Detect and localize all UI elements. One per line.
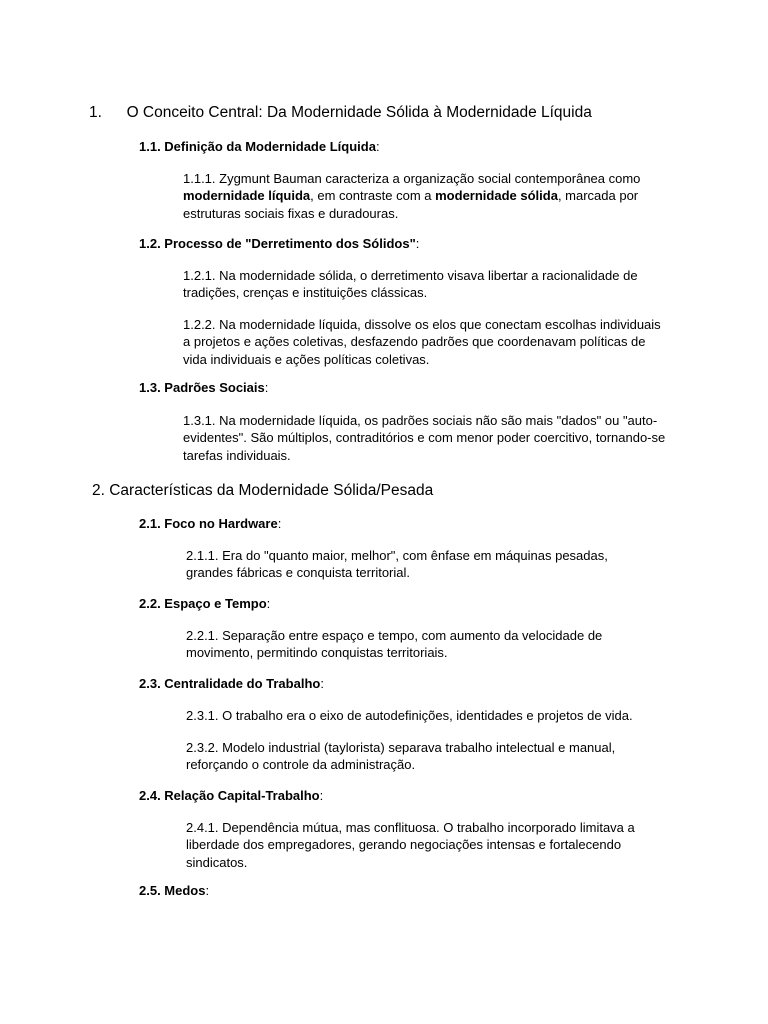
paragraph-2-1-1: 2.1.1. Era do "quanto maior, melhor", com ênfase em máquinas pesadas, grandes fábricas e conquista territorial. — [186, 548, 608, 581]
subsection-1-3-heading: 1.3. Padrões Sociais: — [139, 380, 269, 395]
paragraph-1-2-1: 1.2.1. Na modernidade sólida, o derretimento visava libertar a racionalidade de tradições, crenças e instituições clássicas. — [183, 268, 638, 301]
paragraph-2-3-1: 2.3.1. O trabalho era o eixo de autodefinições, identidades e projetos de vida. — [186, 708, 633, 723]
subsection-2-1-heading: 2.1. Foco no Hardware: — [139, 516, 282, 531]
paragraph-1-2-2: 1.2.2. Na modernidade líquida, dissolve os elos que conectam escolhas individuais a projetos e ações coletivas, desfazendo padrões que coordenavam políticas de vida individuais e ações políticas coletivas. — [183, 317, 661, 367]
section-1-heading — [89, 104, 592, 122]
subsection-2-5-label: 2.5. Medos — [139, 883, 206, 898]
subsection-1-2-heading: 1.2. Processo de "Derretimento dos Sólidos": — [139, 236, 420, 251]
subsection-2-3-heading: 2.3. Centralidade do Trabalho: — [139, 676, 324, 691]
subsection-1-3-label: 1.3. Padrões Sociais — [139, 380, 265, 395]
paragraph-2-3-2: 2.3.2. Modelo industrial (taylorista) separava trabalho intelectual e manual, reforçando o controle da administração. — [186, 740, 616, 773]
subsection-2-3-label: 2.3. Centralidade do Trabalho — [139, 676, 321, 691]
emphasis-liquid-modernity: modernidade líquida — [183, 188, 311, 204]
section-2-heading: 2. Características da Modernidade Sólida/Pesada — [92, 482, 434, 499]
section-1-number: 1. — [89, 104, 102, 121]
subsection-2-4-label: 2.4. Relação Capital-Trabalho — [139, 788, 320, 803]
subsection-1-2-label: 1.2. Processo de "Derretimento dos Sólidos" — [139, 236, 416, 251]
subsection-2-2-label: 2.2. Espaço e Tempo — [139, 596, 267, 611]
subsection-2-2-heading: 2.2. Espaço e Tempo: — [139, 596, 271, 611]
subsection-1-1-heading: 1.1. Definição da Modernidade Líquida: — [139, 139, 380, 154]
paragraph-1-3-1: 1.3.1. Na modernidade líquida, os padrões sociais não são mais "dados" ou "auto-evidentes". São múltiplos, contraditórios e com menor poder coercitivo, tornando-se tarefas individuais. — [183, 413, 666, 463]
subsection-2-4-heading: 2.4. Relação Capital-Trabalho: — [139, 788, 324, 803]
paragraph-1-1-1: 1.1.1. Zygmunt Bauman caracteriza a organização social contemporânea como modernidade líquida, em contraste com a modernidade sólida, marcada por estruturas sociais fixas e duradouras. — [183, 171, 641, 221]
subsection-2-1-label: 2.1. Foco no Hardware — [139, 516, 278, 531]
section-1-title: O Conceito Central: Da Modernidade Sólida à Modernidade Líquida — [126, 104, 592, 121]
paragraph-2-4-1: 2.4.1. Dependência mútua, mas conflituosa. O trabalho incorporado limitava a liberdade dos empregadores, gerando negociações intensas e fortalecendo sindicatos. — [186, 820, 635, 870]
subsection-1-1-label: 1.1. Definição da Modernidade Líquida — [139, 139, 376, 154]
paragraph-2-2-1: 2.2.1. Separação entre espaço e tempo, com aumento da velocidade de movimento, permitindo conquistas territoriais. — [186, 628, 603, 661]
emphasis-solid-modernity: modernidade sólida — [435, 188, 558, 204]
subsection-2-5-heading: 2.5. Medos: — [139, 883, 210, 898]
